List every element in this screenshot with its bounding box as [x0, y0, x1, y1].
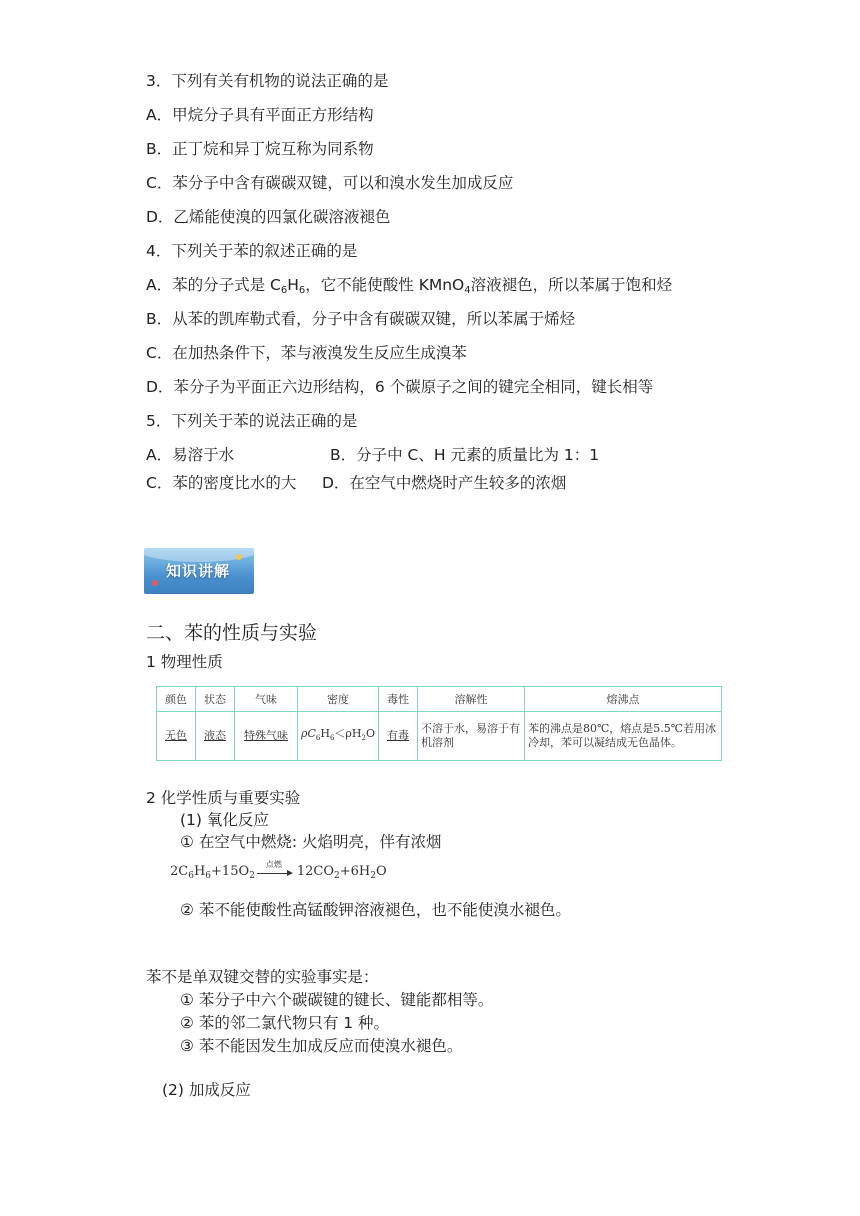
- question-5-option-d: D．在空气中燃烧时产生较多的浓烟: [322, 474, 567, 492]
- question-4-option-a: A．苯的分子式是 $C_6H_6$，它不能使酸性 KMnO$_4$溶液褪色，所以苯属于饱和烃: [146, 276, 673, 296]
- combustion-equation: $2C_6H_6+15O_2$ 点燃 $12CO_2+6H_2O$: [170, 859, 387, 881]
- question-3-option-b: B．正丁烷和异丁烷互称为同系物: [146, 140, 374, 158]
- cell-state: 液态: [196, 712, 235, 761]
- cell-odor: 特殊气味: [235, 712, 298, 761]
- cell-color: 无色: [157, 712, 196, 761]
- reaction-arrow: 点燃: [257, 865, 295, 879]
- question-3-option-d: D．乙烯能使溴的四氯化碳溶液褪色: [146, 208, 391, 226]
- badge-label: 知识讲解: [166, 562, 231, 580]
- question-3-option-c: C．苯分子中含有碳碳双键，可以和溴水发生加成反应: [146, 174, 514, 192]
- question-5-option-c: C．苯的密度比水的大: [146, 474, 297, 492]
- addition-heading: (2) 加成反应: [162, 1081, 251, 1099]
- question-3-stem: 3．下列有关有机物的说法正确的是: [146, 72, 389, 90]
- question-5-stem: 5．下列关于苯的说法正确的是: [146, 412, 358, 430]
- question-4-option-b: B．从苯的凯库勒式看，分子中含有碳碳双键，所以苯属于烯烃: [146, 310, 576, 328]
- table-header-row: [157, 687, 722, 712]
- question-5-option-b: B．分子中 C、H 元素的质量比为 1：1: [330, 446, 600, 464]
- table-row: [157, 712, 722, 761]
- evidence-item: ③ 苯不能因发生加成反应而使溴水褪色。: [180, 1037, 463, 1055]
- cell-melting: 苯的沸点是80℃，熔点是5.5℃若用冰冷却，苯可以凝结成无色晶体。: [525, 712, 722, 761]
- physical-properties-heading: 1 物理性质: [146, 653, 223, 671]
- combustion-point: ① 在空气中燃烧: 火焰明亮，伴有浓烟: [180, 833, 442, 851]
- oxidation-heading: (1) 氧化反应: [180, 811, 269, 829]
- evidence-item: ① 苯分子中六个碳碳键的键长、键能都相等。: [180, 991, 494, 1009]
- question-4-option-c: C．在加热条件下，苯与液溴发生反应生成溴苯: [146, 344, 467, 362]
- table-header: 毒性: [379, 687, 418, 712]
- oxidation-point-2: ② 苯不能使酸性高锰酸钾溶液褪色，也不能使溴水褪色。: [180, 901, 571, 919]
- evidence-item: ② 苯的邻二氯代物只有 1 种。: [180, 1014, 390, 1032]
- table-header: 溶解性: [418, 687, 525, 712]
- question-4-stem: 4．下列关于苯的叙述正确的是: [146, 242, 358, 260]
- question-4-option-d: D．苯分子为平面正六边形结构，6 个碳原子之间的键完全相同，键长相等: [146, 378, 654, 396]
- question-3-option-a: A．甲烷分子具有平面正方形结构: [146, 106, 374, 124]
- cell-density: $\rho C_6H_6<\rho H_2O$: [298, 712, 379, 761]
- cell-solubility: 不溶于水，易溶于有机溶剂: [418, 712, 525, 761]
- section-title: 二、苯的性质与实验: [146, 622, 318, 644]
- table-header: 气味: [235, 687, 298, 712]
- physical-properties-table: [156, 686, 722, 761]
- cell-toxicity: 有毒: [379, 712, 418, 761]
- knowledge-badge: [144, 548, 254, 594]
- table-header: 颜色: [157, 687, 196, 712]
- table-header: 熔沸点: [525, 687, 722, 712]
- chemical-properties-heading: 2 化学性质与重要实验: [146, 789, 301, 807]
- table-header: 状态: [196, 687, 235, 712]
- evidence-title: 苯不是单双键交替的实验事实是：: [146, 968, 379, 986]
- table-header: 密度: [298, 687, 379, 712]
- question-5-option-a: A．易溶于水: [146, 446, 235, 464]
